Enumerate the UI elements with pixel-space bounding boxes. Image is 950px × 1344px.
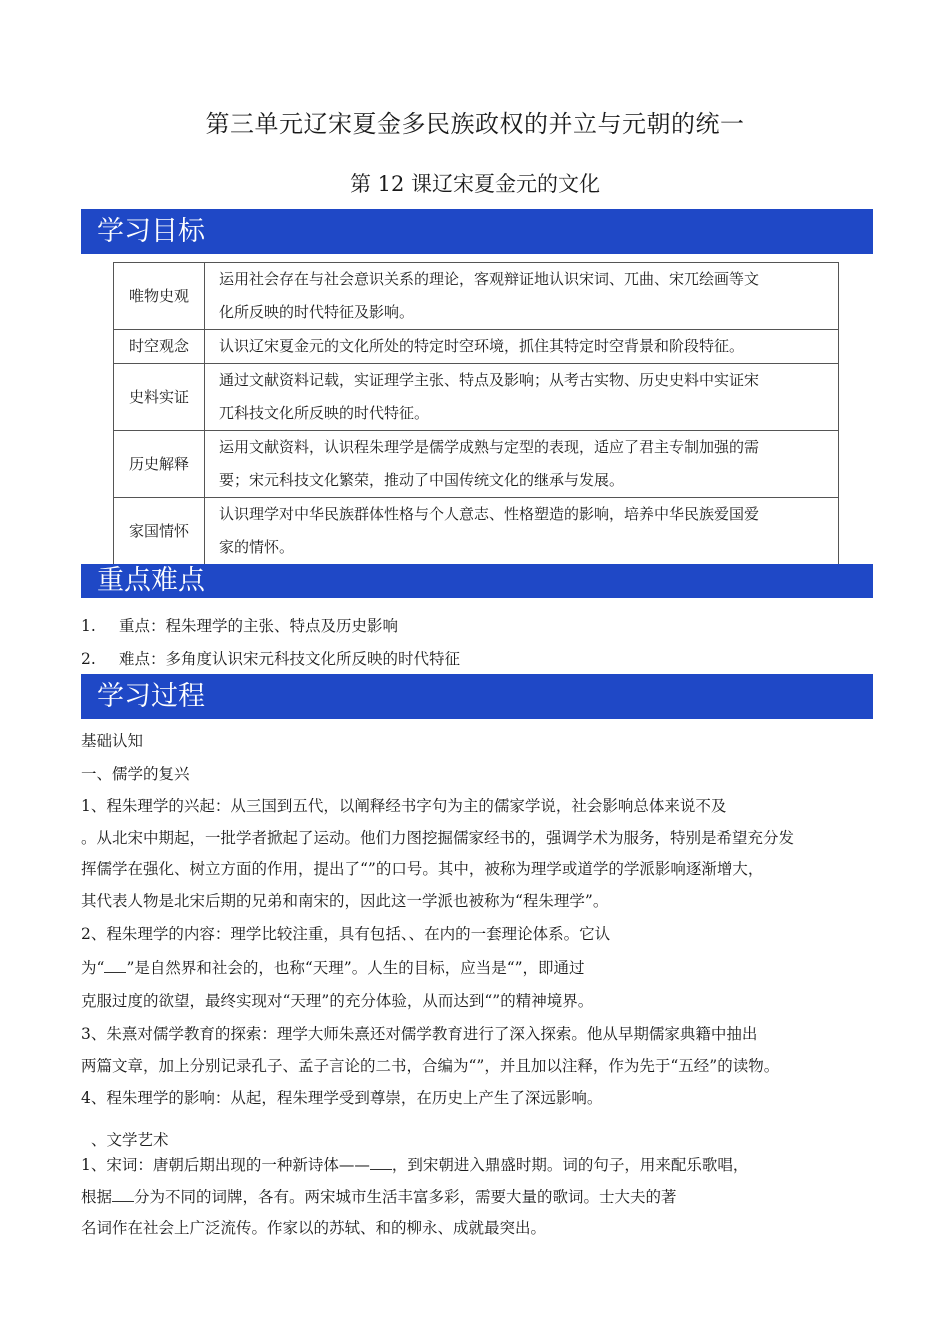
body-line: 2、程朱理学的内容：理学比较注重，具有包括、、在内的一套理论体系。它认 bbox=[81, 925, 611, 943]
goal-key: 家国情怀 bbox=[114, 498, 205, 565]
key-point-item: 1. 重点：程朱理学的主张、特点及历史影响 bbox=[81, 617, 399, 635]
body-line: 基础认知 bbox=[81, 732, 144, 750]
table-row bbox=[114, 364, 839, 431]
body-line: 其代表人物是北宋后期的兄弟和南宋的，因此这一学派也被称为“程朱理学”。 bbox=[81, 892, 609, 910]
lesson-title: 第 12 课辽宋夏金元的文化 bbox=[349, 172, 601, 196]
unit-title: 第三单元辽宋夏金多民族政权的并立与元朝的统一 bbox=[205, 110, 745, 138]
fill-blank[interactable] bbox=[370, 1155, 392, 1170]
goal-key: 唯物史观 bbox=[114, 263, 205, 330]
goal-key: 时空观念 bbox=[114, 330, 205, 364]
body-line: 挥儒学在强化、树立方面的作用，提出了“”的口号。其中，被称为理学或道学的学派影响逐渐增大， bbox=[81, 860, 764, 878]
body-line: 1、程朱理学的兴起：从三国到五代，以阐释经书字句为主的儒家学说，社会影响总体来说不及 bbox=[81, 797, 727, 815]
goal-key: 历史解释 bbox=[114, 431, 205, 498]
goals-table bbox=[113, 262, 839, 565]
body-line: 根据 分为不同的词牌，各有。两宋城市生活丰富多彩，需要大量的歌词。士大夫的著 bbox=[81, 1188, 677, 1206]
table-row bbox=[114, 330, 839, 364]
body-line: 名词作在社会上广泛流传。作家以的苏轼、和的柳永、成就最突出。 bbox=[81, 1219, 547, 1237]
goal-key: 史料实证 bbox=[114, 364, 205, 431]
section-banner-process: 学习过程 bbox=[81, 674, 873, 719]
body-line: 两篇文章，加上分别记录孔子、孟子言论的二书，合编为“”，并且加以注释，作为先于“五经”的读物。 bbox=[81, 1057, 780, 1075]
key-point-item: 2. 难点：多角度认识宋元科技文化所反映的时代特征 bbox=[81, 650, 461, 668]
goal-value: 运用文献资料，认识程朱理学是儒学成熟与定型的表现，适应了君主专制加强的需 要；宋元科技文化繁荣，推动了中国传统文化的继承与发展。 bbox=[205, 431, 839, 498]
fill-blank[interactable] bbox=[112, 1187, 134, 1202]
body-line: 一、儒学的复兴 bbox=[81, 765, 190, 783]
goal-value: 运用社会存在与社会意识关系的理论，客观辩证地认识宋词、兀曲、宋兀绘画等文 化所反映的时代特征及影响。 bbox=[205, 263, 839, 330]
body-line: 3、朱熹对儒学教育的探索：理学大师朱熹还对儒学教育进行了深入探索。他从早期儒家典籍中抽出 bbox=[81, 1025, 758, 1043]
table-row bbox=[114, 498, 839, 565]
goal-value: 认识理学对中华民族群体性格与个人意志、性格塑造的影响，培养中华民族爱国爱 家的情怀。 bbox=[205, 498, 839, 565]
section-banner-goals: 学习目标 bbox=[81, 209, 873, 254]
body-line: 克服过度的欲望，最终实现对“天理”的充分体验，从而达到“”的精神境界。 bbox=[81, 992, 594, 1010]
body-line: 4、程朱理学的影响：从起，程朱理学受到尊崇，在历史上产生了深远影响。 bbox=[81, 1089, 603, 1107]
goal-value: 通过文献资料记载，实证理学主张、特点及影响；从考古实物、历史史料中实证宋 兀科技文化所反映的时代特征。 bbox=[205, 364, 839, 431]
body-line: 。从北宋中期起，一批学者掀起了运动。他们力图挖掘儒家经书的，强调学术为服务，特别是希望充分发 bbox=[81, 829, 795, 847]
table-row bbox=[114, 431, 839, 498]
table-row bbox=[114, 263, 839, 330]
body-line: 1、宋词：唐朝后期出现的一种新诗体—— ，到宋朝进入鼎盛时期。词的句子，用来配乐歌唱， bbox=[81, 1156, 749, 1174]
body-line: 、文学艺术 bbox=[91, 1131, 169, 1149]
body-line: 为“ ”是自然界和社会的，也称“天理”。人生的目标，应当是“”，即通过 bbox=[81, 959, 585, 977]
fill-blank[interactable] bbox=[104, 958, 126, 973]
section-banner-keypoints: 重点难点 bbox=[81, 564, 873, 598]
goal-value: 认识辽宋夏金元的文化所处的特定时空环境，抓住其特定时空背景和阶段特征。 bbox=[205, 330, 839, 364]
